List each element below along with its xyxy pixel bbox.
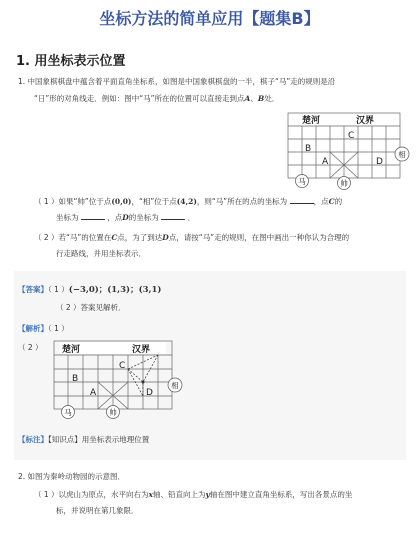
separator: 、 [250, 94, 258, 103]
answer-value: (−3,0)；(1,3)；(3,1) [68, 285, 162, 295]
answer-prefix: （ 1 ） [48, 285, 69, 294]
river-han-label: 汉界 [356, 116, 375, 126]
q2-stem: 2. 如图为秦岭动物园的示意图． [18, 472, 126, 481]
analysis-line2: （ 2 ） [18, 343, 43, 352]
shuai-piece-label: 帅 [340, 179, 348, 188]
q2-sub1-line1 [34, 489, 352, 500]
q1-sub2-text: 点，为了到达 [117, 233, 163, 242]
q1-sub2-line1 [34, 232, 349, 243]
analysis-tag: 【解析】 [18, 324, 48, 333]
answer-blank[interactable] [290, 196, 314, 204]
point-d-label: D [376, 157, 383, 167]
river-chu-label: 楚河 [62, 345, 81, 355]
river-chu-label: 楚河 [302, 116, 321, 126]
q2-sub1-text: 轴在图中建立直角坐标系，写出各景点的坐 [209, 490, 353, 499]
answer-line1 [18, 284, 161, 296]
answer-blank[interactable] [161, 212, 185, 220]
path-point [142, 381, 145, 384]
answer-blank[interactable] [81, 212, 105, 220]
x-axis-var: x [148, 490, 154, 499]
q1-sub1-text: 坐标为 [56, 213, 79, 222]
stem-end: 处． [264, 94, 280, 103]
q1-sub1-text: ，点 [107, 213, 123, 222]
xiang-piece-label: 相 [171, 381, 179, 390]
ma-piece-label: 马 [64, 408, 72, 417]
q1-stem-line1: 1. 中国象棋棋盘中蕴含着平面直角坐标系，如图是中国象棋棋盘的一半，棋子“马”走的规则是沿 [18, 77, 336, 86]
note-text: 【知识点】用坐标表示地理位置 [48, 435, 150, 444]
answer-tag: 【答案】 [18, 285, 48, 294]
shuai-coordinate: (0,0) [111, 197, 132, 206]
point-c-ref: C [328, 197, 335, 206]
point-d-label: D [146, 388, 153, 398]
q1-sub1-text: ，则“马”所在的点的坐标为 [196, 197, 288, 206]
shuai-piece-label: 帅 [109, 408, 117, 417]
point-a-label: A [244, 94, 251, 103]
q1-sub1-text: ，“相”位于点 [131, 197, 177, 206]
river-han-label: 汉界 [132, 345, 151, 355]
q1-sub1-text: （ 1 ）如果“帅”位于点 [34, 197, 112, 206]
q2-sub1-text: 轴、铅直向上为 [153, 490, 206, 499]
point-a-label: A [90, 388, 97, 398]
analysis-line1 [18, 323, 69, 334]
chess-board-figure [284, 111, 412, 193]
point-a-label: A [322, 157, 329, 167]
q1-sub1-line2 [56, 212, 195, 223]
q1-sub1-text: ． [187, 213, 196, 222]
page-title: 坐标方法的简单应用【题集B】 [99, 9, 320, 28]
point-b-label: B [305, 144, 312, 154]
point-b-label: B [72, 374, 79, 384]
point-d-ref: D [122, 213, 129, 222]
analysis-part1: （ 1 ） [48, 324, 69, 333]
point-d-ref: D [162, 233, 169, 242]
xiang-coordinate: (4,2) [176, 197, 197, 206]
point-c-label: C [348, 131, 355, 141]
xiang-piece-label: 相 [398, 150, 406, 159]
q2-sub1-line2: 标，并说明在第几象限． [56, 506, 139, 515]
q1-sub1-text: ，点 [313, 197, 329, 206]
answer-line2: （ 2 ）答案见解析． [56, 303, 126, 312]
point-c-ref: C [111, 233, 118, 242]
ma-piece-label: 马 [298, 177, 306, 186]
solution-board-figure [52, 339, 184, 423]
point-b-label: B [257, 94, 265, 103]
q1-sub2-text: 点，请按“马”走的规则，在图中画出一种你认为合理的 [168, 233, 350, 242]
q1-sub1-text: 的 [334, 197, 343, 206]
point-c-label: C [119, 361, 126, 371]
q1-stem-text: “日”形的对角线走．例如：图中“马”所在的位置可以直接走到点 [34, 94, 245, 103]
q1-sub2-text: （ 2 ）若“马”的位置在 [34, 233, 112, 242]
q1-sub1-text: 的坐标为 [128, 213, 159, 222]
q2-sub1-text: （ 1 ）以虎山为原点，水平向右为 [34, 490, 149, 499]
note-tag: 【标注】 [18, 435, 48, 444]
q1-sub2-line2: 行走路线，并用坐标表示． [56, 249, 146, 258]
q1-stem-line2 [34, 93, 279, 104]
y-axis-var: y [205, 490, 210, 499]
q1-sub1-line1 [34, 196, 342, 207]
section-heading: 1. 用坐标表示位置 [16, 54, 126, 69]
note-line [18, 434, 149, 445]
